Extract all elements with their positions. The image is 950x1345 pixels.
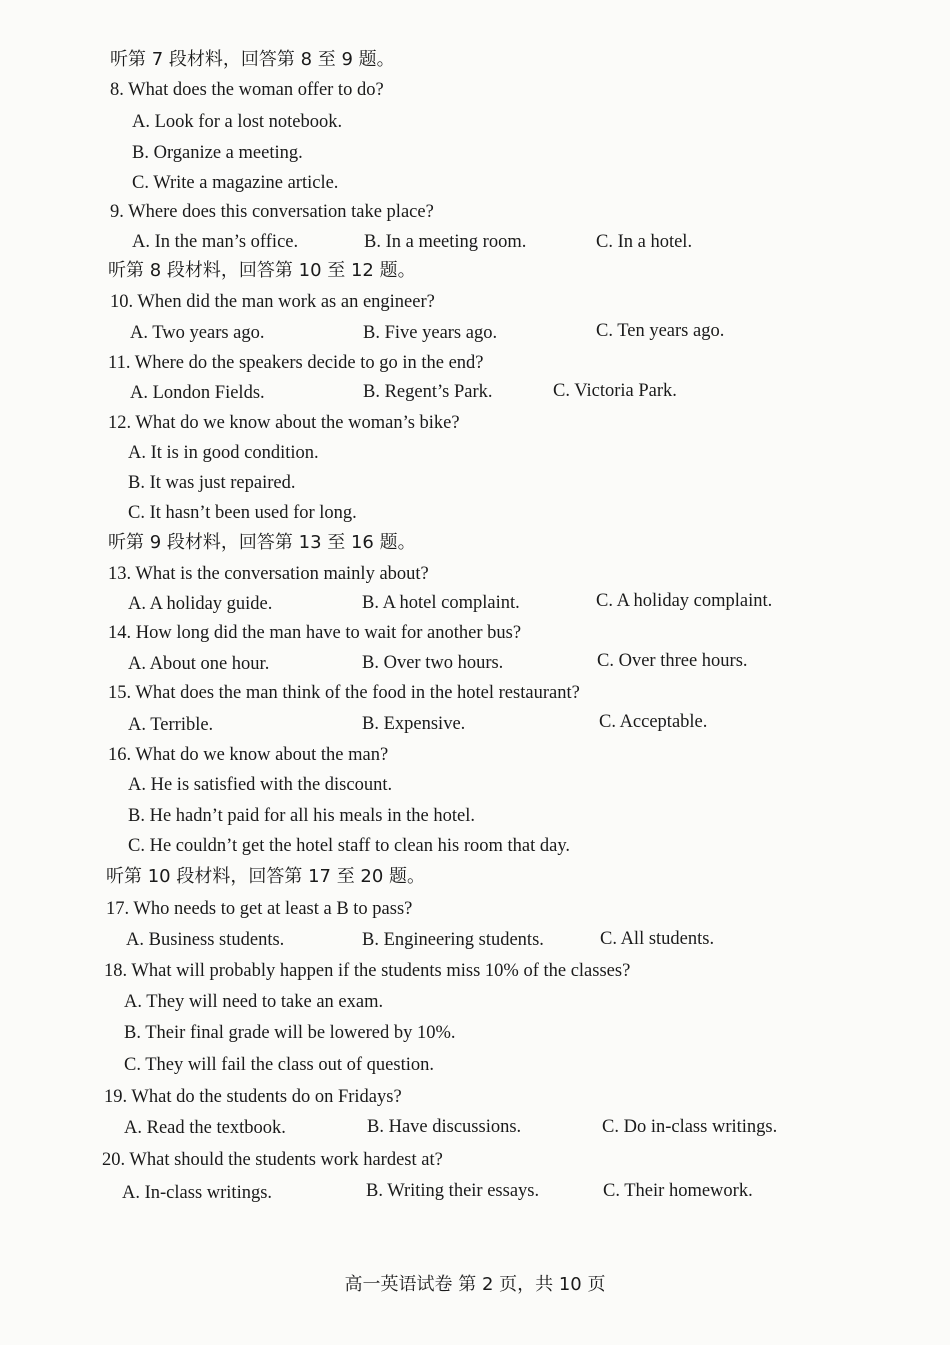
q15-option-b: B. Expensive. — [362, 714, 466, 734]
question-8: 8. What does the woman offer to do? — [110, 80, 384, 100]
section-heading: 听第 7 段材料，回答第 8 至 9 题。 — [110, 49, 395, 70]
q18-option-c: C. They will fail the class out of question. — [124, 1055, 435, 1075]
section-heading: 听第 10 段材料，回答第 17 至 20 题。 — [106, 866, 426, 887]
question-20: 20. What should the students work hardest at? — [102, 1150, 443, 1170]
q11-option-a: A. London Fields. — [130, 383, 265, 403]
page-footer: 高一英语试卷 第 2 页，共 10 页 — [344, 1274, 606, 1295]
q20-option-c: C. Their homework. — [603, 1181, 753, 1201]
q8-option-a: A. Look for a lost notebook. — [132, 112, 343, 132]
q16-option-b: B. He hadn’t paid for all his meals in the hotel. — [128, 806, 475, 826]
q18-option-b: B. Their final grade will be lowered by 10%. — [124, 1023, 456, 1043]
question-12: 12. What do we know about the woman’s bike? — [108, 413, 460, 433]
q8-option-c: C. Write a magazine article. — [132, 173, 339, 193]
question-19: 19. What do the students do on Fridays? — [104, 1087, 402, 1107]
q12-option-b: B. It was just repaired. — [128, 473, 296, 493]
q14-option-b: B. Over two hours. — [362, 653, 504, 673]
question-16: 16. What do we know about the man? — [108, 745, 389, 765]
q10-option-c: C. Ten years ago. — [596, 321, 725, 341]
q16-option-a: A. He is satisfied with the discount. — [128, 775, 393, 795]
q17-option-c: C. All students. — [600, 929, 715, 949]
q15-option-a: A. Terrible. — [128, 715, 214, 735]
q12-option-c: C. It hasn’t been used for long. — [128, 503, 357, 523]
section-heading: 听第 8 段材料，回答第 10 至 12 题。 — [108, 260, 416, 281]
q16-option-c: C. He couldn’t get the hotel staff to clean his room that day. — [128, 836, 571, 856]
q9-option-a: A. In the man’s office. — [132, 232, 299, 252]
q11-option-b: B. Regent’s Park. — [363, 382, 493, 402]
q19-option-c: C. Do in-class writings. — [602, 1117, 778, 1137]
question-15: 15. What does the man think of the food in the hotel restaurant? — [108, 683, 580, 703]
q19-option-b: B. Have discussions. — [367, 1117, 522, 1137]
q14-option-c: C. Over three hours. — [597, 651, 748, 671]
q10-option-a: A. Two years ago. — [130, 323, 265, 343]
q10-option-b: B. Five years ago. — [363, 323, 498, 343]
question-17: 17. Who needs to get at least a B to pass? — [106, 899, 413, 919]
q11-option-c: C. Victoria Park. — [553, 381, 677, 401]
question-14: 14. How long did the man have to wait for another bus? — [108, 623, 522, 643]
section-heading: 听第 9 段材料，回答第 13 至 16 题。 — [108, 532, 416, 553]
q15-option-c: C. Acceptable. — [599, 712, 708, 732]
question-10: 10. When did the man work as an engineer? — [110, 292, 435, 312]
q17-option-b: B. Engineering students. — [362, 930, 544, 950]
q20-option-a: A. In-class writings. — [122, 1183, 273, 1203]
q20-option-b: B. Writing their essays. — [366, 1181, 540, 1201]
question-11: 11. Where do the speakers decide to go in the end? — [108, 353, 484, 373]
q19-option-a: A. Read the textbook. — [124, 1118, 286, 1138]
q13-option-a: A. A holiday guide. — [128, 594, 273, 614]
q8-option-b: B. Organize a meeting. — [132, 143, 303, 163]
q12-option-a: A. It is in good condition. — [128, 443, 319, 463]
q9-option-c: C. In a hotel. — [596, 232, 693, 252]
q9-option-b: B. In a meeting room. — [364, 232, 527, 252]
q13-option-c: C. A holiday complaint. — [596, 591, 773, 611]
question-9: 9. Where does this conversation take place? — [110, 202, 434, 222]
question-18: 18. What will probably happen if the students miss 10% of the classes? — [104, 961, 631, 981]
q18-option-a: A. They will need to take an exam. — [124, 992, 384, 1012]
q13-option-b: B. A hotel complaint. — [362, 593, 520, 613]
q14-option-a: A. About one hour. — [128, 654, 270, 674]
q17-option-a: A. Business students. — [126, 930, 285, 950]
question-13: 13. What is the conversation mainly about? — [108, 564, 429, 584]
